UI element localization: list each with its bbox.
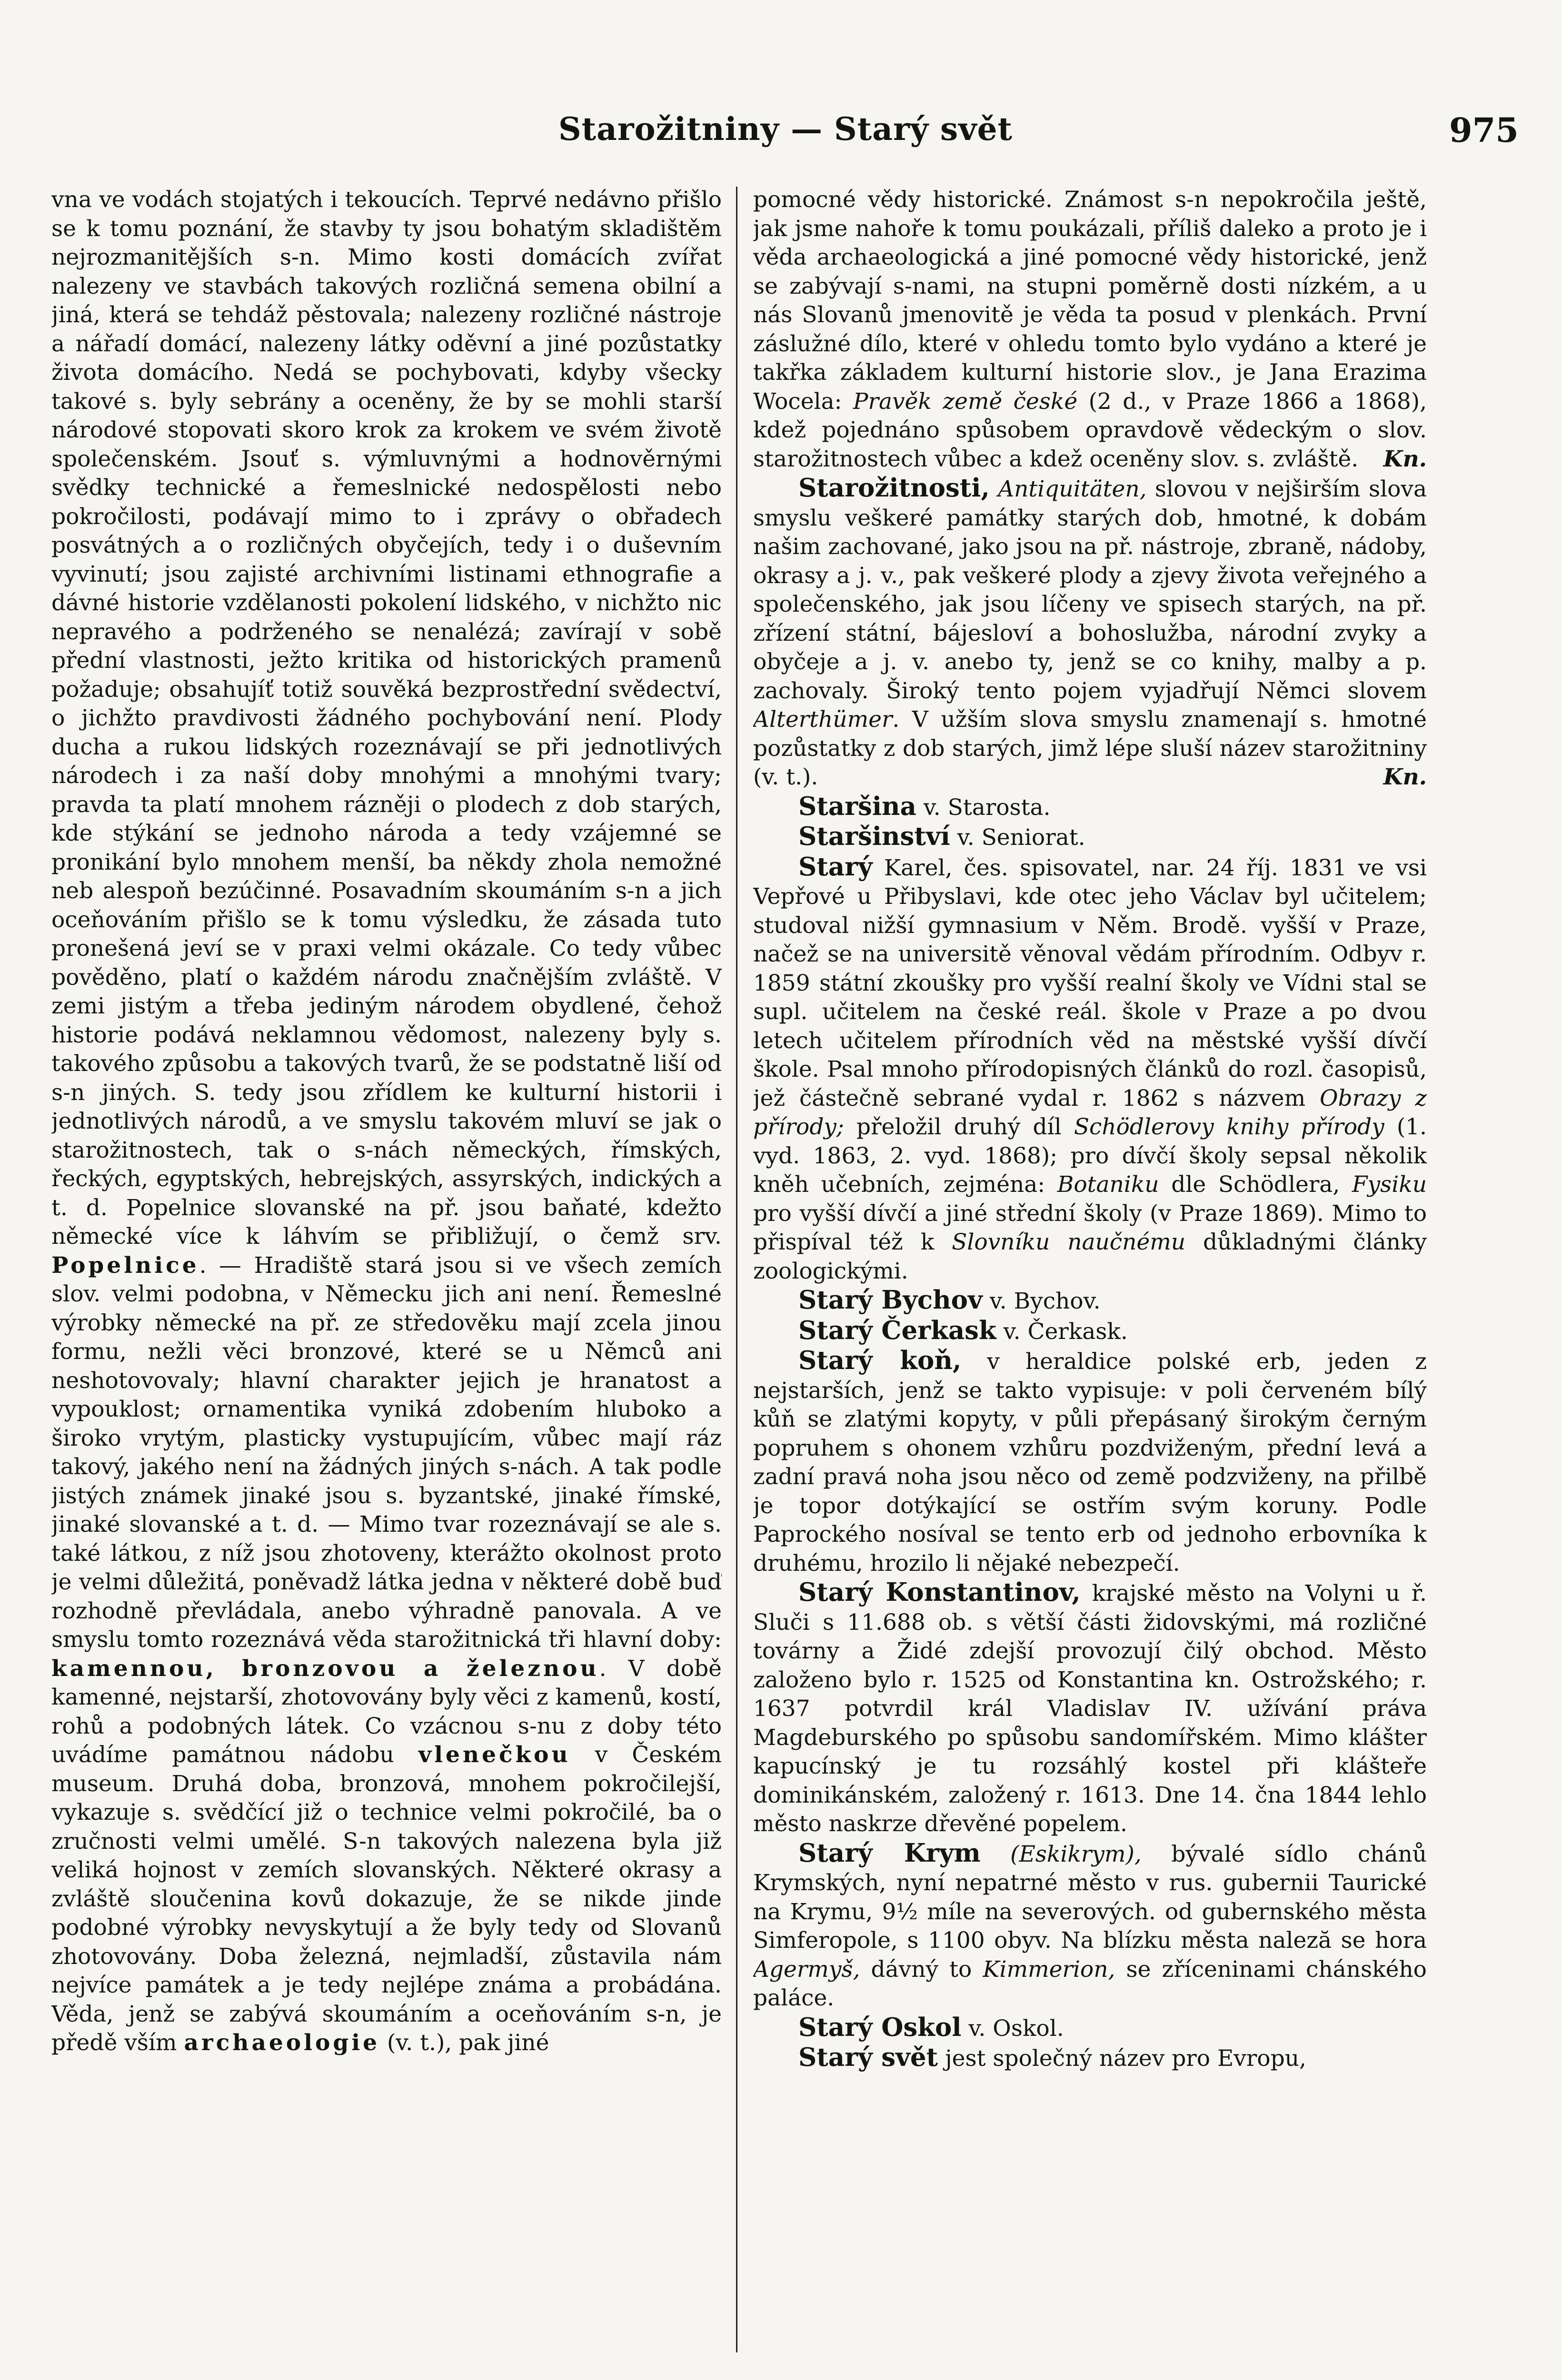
place-name: Kimmerion, bbox=[983, 1956, 1115, 1983]
cross-reference: v. Oskol. bbox=[968, 2015, 1064, 2042]
running-header bbox=[52, 110, 1519, 163]
entry-starsina bbox=[753, 792, 1427, 823]
lemma: Antiquitäten, bbox=[998, 476, 1147, 502]
headword: Starý Oskol bbox=[798, 2012, 962, 2042]
headword: Starý Konstantinov, bbox=[798, 1577, 1081, 1607]
headword: Starý koň, bbox=[798, 1346, 962, 1375]
entry-stary-svet bbox=[753, 2043, 1427, 2073]
headword: Staršinství bbox=[798, 822, 950, 851]
text-run: jest společný název pro Evropu, bbox=[945, 2045, 1306, 2072]
book-title: Pravěk země české bbox=[853, 388, 1078, 415]
text-run: (1. vyd. 1863, 2. vyd. 1868); pro dívčí školy sepsal několik kněh učebních, zejména: bbox=[753, 1114, 1427, 1198]
entry-starozitnosti bbox=[753, 474, 1427, 792]
headword: Starý Krym bbox=[798, 1838, 981, 1868]
text-run: pomocné vědy historické. Známost s-n nepokročila ještě, jak jsme nahoře k tomu poukázali, příliš daleko a proto je i věda archaeologická a jiné pomocné vědy historické, jenž se zabývají s-nami, na stupni poměrně dosti nízkém, a u nás Slovanů jmenovitě je věda ta posud v plenkách. První záslužné dílo, které v ohledu tomto bylo vydáno a které je takřka základem kulturní historie slov., je Jana Erazima Wocela: bbox=[753, 187, 1427, 415]
cross-reference: v. Bychov. bbox=[989, 1288, 1101, 1314]
cross-reference: Popelnice bbox=[51, 1252, 199, 1279]
author-signature: Kn. bbox=[1383, 446, 1427, 472]
right-column bbox=[753, 186, 1427, 2380]
headword: Starožitnosti, bbox=[798, 473, 990, 503]
text-run: dávný to bbox=[871, 1956, 972, 1983]
entry-stary-bychov bbox=[753, 1286, 1427, 1316]
text-run: . V době kamenné, nejstarší, zhotovovány byly věci z kamenů, kostí, rohů a podobných látek. Co vzácnou s-nu z doby této uvádíme památnou nádobu bbox=[51, 1655, 722, 1768]
starozitniny-continuation bbox=[51, 186, 722, 2058]
text-run: pro vyšší dívčí a jiné střední školy (v Praze 1869). Mimo to přispíval též k bbox=[753, 1200, 1427, 1255]
text-run: vna ve vodách stojatých i tekoucích. Teprvé nedávno přišlo se k tomu poznání, že stavby ty jsou bohatým skladištěm nejrozmanitějších s-n. Mimo kosti domácích zvířat nalezeny ve stavbách takových rozličná semena obilní a jiná, která se tehdáž pěstovala; nalezeny rozličné nástroje a nářadí domácí, nalezeny látky oděvní a jiné pozůstatky života domácího. Nedá se pochybovati, kdyby všecky takové s. byly sebrány a oceněny, že by se mohli starší národové stopovati skoro krok za krokem ve svém životě společenském. Jsouť s. výmluvnými a hodnověrnými svědky technické a řemeslnické nedospělosti nebo pokročilosti, podávají mimo to i zprávy o obřadech posvátných a o rozličných obyčejích, tedy i o duševním vyvinutí; jsou zajisté archivními listinami ethnografie a dávné historie vzdělanosti pokolení lidského, v nichžto nic nepravého a podrženého se nenalézá; zavírají v sobě přední vlastnosti, ježto kritika od historických pramenů požaduje; obsahujíť totiž souvěká bezprostřední svědectví, o jichžto pravdivosti žádného pochybování není. Plody ducha a rukou lidských rozeznávají se při jednotlivých národech i za naší doby mnohými a mnohými tvary; pravda ta platí mnohem rázněji o plodech z dob starých, kde stýkání se jednoho národa a tedy vzájemné se pronikání bylo mnohem menší, ba někdy zhola nemožné neb alespoň bezúčinné. Posavadním skoumáním s-n a jich oceňováním přišlo se k tomu výsledku, že zásada tuto pronešená jeví se v praxi velmi okázale. Co tedy vůbec pověděno, platí o každém národu značnějším zvláště. V zemi jistým a třeba jediným národem obydlené, čehož historie podává neklamnou vědomost, nalezeny byly s. takového způsobu a takových tvarů, že se podstatně liší od s-n jiných. S. tedy jsou zřídlem ke kulturní historii i jednotlivých národů, a ve smyslu takovém mluví se jak o starožitnostech, tak o s-nách německých, římských, řeckých, egyptských, hebrejských, assyrských, indických a t. d. Popelnice slovanské na př. jsou baňaté, kdežto německé více k láhvím se přibližují, o čemž srv. bbox=[51, 187, 722, 1250]
text-run: . — Hradiště stará jsou si ve všech zemích slov. velmi podobna, v Německu jich ani není. Řemeslné výrobky německé na př. ze středověku mají zcela jinou formu, nežli věci bronzové, které se u Němců ani neshotovovaly; hlavní charakter jejich je hranatost a vypouklost; ornamentika vyniká zdobením hluboko a široko vrytým, plasticky vystupujícím, vůbec mají ráz takový, jakého není na žádných jiných s-nách. A tak podle jistých známek jinaké jsou s. byzantské, jinaké římské, jinaké slovanské a t. d. — Mimo tvar rozeznávají se ale s. také látkou, z níž jsou zhotoveny, kterážto okolnost proto je velmi důležitá, poněvadž látka jedna v některé době buď rozhodně převládala, anebo výhradně panovala. A ve smyslu tomto rozeznává věda starožitnická tři hlavní doby: bbox=[51, 1252, 722, 1653]
entry-starsinstvi bbox=[753, 822, 1427, 853]
text-run: (v. t.), pak jiné bbox=[387, 2030, 549, 2056]
text-run: bývalé sídlo chánů Krymských, nyní nepatrné město v rus. gubernii Taurické na Krymu, 9½ míle na severových. od gubernského města Simferopole, s 1100 obyv. Na blízku města naleză se hora bbox=[753, 1841, 1427, 1954]
text-run: v heraldice polské erb, jeden z nejstarších, jenž se takto vypisuje: v poli červeném bílý kůň se zlatými kopyty, v půli přepásaný širokým černým popruhem s ohonem vzhůru pozdviženým, přední levá a zadní pravá noha jsou něco od země podzviženy, na přilbě je topor dotýkající se ostřím svým koruny. Podle Paprockého nosíval se tento erb od jednoho erbovníka k druhému, hrozilo li nějaké nebezpečí. bbox=[753, 1349, 1427, 1577]
cross-reference: v. Seniorat. bbox=[957, 824, 1085, 851]
book-title: Obrazy z přírody; bbox=[753, 1085, 1427, 1140]
book-title: Schödlerovy knihy přírody bbox=[1074, 1114, 1384, 1140]
left-column bbox=[51, 186, 722, 2380]
cross-reference: v. Starosta. bbox=[923, 794, 1051, 821]
column-divider bbox=[736, 187, 737, 2352]
text-run: přeložil druhý díl bbox=[856, 1114, 1062, 1140]
text-run: krajské město na Volyni u ř. Sluči s 11.688 ob. s větší části židovskými, má rozličné továrny a Židé zdejší provozují čilý obchod. Město založeno bylo r. 1525 od Konstantina kn. Ostrožského; r. 1637 potvrdil král Vladislav IV. užívání práva Magdeburského po spůsobu sandomířském. Mimo klášter kapucínský je tu rozsáhlý kostel při klášteře dominikánském, založený r. 1613. Dne 14. čna 1844 lehlo město naskrze dřevěné popelem. bbox=[753, 1580, 1427, 1837]
starozitniny-end bbox=[753, 186, 1427, 474]
headword: Starý Čerkask bbox=[798, 1315, 996, 1345]
entry-stary-krym bbox=[753, 1839, 1427, 2013]
emphasis: vlenečkou bbox=[418, 1742, 571, 1768]
text-run: slovou v nejširším slova smyslu veškeré památky starých dob, hmotné, k dobám našim zachované, jako jsou na př. nástroje, zbraně, nádoby, okrasy a j. v., pak veškeré plody a zjevy života veřejného a společenského, jak jsou líčeny ve spisech starých, na př. zřízení státní, bájesloví a bohoslužba, národní zvyky a obyčeje a j. v. anebo ty, jenž se co knihy, malby a p. zachovaly. Široký tento pojem vyjadřují Němci slovem bbox=[753, 476, 1427, 704]
book-title: Botaniku bbox=[1057, 1171, 1159, 1198]
headword: Starý svět bbox=[798, 2043, 938, 2072]
text-run: důkladnými články zoologickými. bbox=[753, 1229, 1427, 1284]
text-run: . V užším slova smyslu znamenají s. hmotné pozůstatky z dob starých, jimž lépe sluší název starožitniny (v. t.). bbox=[753, 706, 1427, 790]
running-title: Starožitniny — Starý svět bbox=[558, 110, 1013, 148]
page-number: 975 bbox=[1449, 110, 1519, 150]
text-run: se zříceninami chánského paláce. bbox=[753, 1956, 1427, 2011]
entry-stary-karel bbox=[753, 853, 1427, 1286]
entry-stary-konstantinov bbox=[753, 1578, 1427, 1839]
book-title: Fysiku bbox=[1352, 1171, 1427, 1198]
cross-reference: v. Čerkask. bbox=[1003, 1318, 1128, 1345]
book-title: Slovníku naučnému bbox=[952, 1229, 1186, 1255]
lemma: (Eskikrym), bbox=[1010, 1841, 1142, 1867]
text-run: (2 d., v Praze 1866 a 1868), kdež pojednáno spůsobem opravdově vědeckým o slov. starožitnostech vůbec a kdež oceněny slov. s. zvláště. bbox=[753, 388, 1427, 472]
text-run: v Českém museum. Druhá doba, bronzová, mnohem pokročilejší, vykazuje s. svědčící již o technice velmi pokročilé, ba o zručnosti velmi umělé. S-n takových nalezena byla již veliká hojnost v zemích slovanských. Některé okrasy a zvláště sloučenina kovů dokazuje, že se nikde jinde podobné výrobky nevyskytují a že byly tedy od Slovanů zhotovovány. Doba železná, nejmladší, zůstavila nám nejvíce památek a je tedy nejlépe známa a probádána. Věda, jenž se zabývá skoumáním a oceňováním s-n, je předě vším bbox=[51, 1742, 722, 2056]
headword: Starý bbox=[798, 852, 873, 882]
headword: Starý Bychov bbox=[798, 1285, 983, 1315]
text-run: dle Schödlera, bbox=[1171, 1171, 1340, 1198]
cross-reference: archaeologie bbox=[184, 2030, 380, 2056]
place-name: Agermyš, bbox=[753, 1956, 860, 1983]
entry-stary-kon bbox=[753, 1346, 1427, 1578]
headword: Staršina bbox=[798, 791, 916, 821]
foreign-word: Alterthümer bbox=[753, 706, 893, 733]
entry-stary-cerkask bbox=[753, 1316, 1427, 1347]
entry-stary-oskol bbox=[753, 2013, 1427, 2043]
emphasis: kamennou, bronzovou a železnou bbox=[51, 1655, 599, 1682]
text-run: Karel, čes. spisovatel, nar. 24 říj. 1831 ve vsi Vepřové u Přibyslavi, kde otec jeho Václav byl učitelem; studoval nižší gymnasium v Něm. Brodě. vyšší v Praze, načež se na universitě věnoval vědám přírodním. Odbyv r. 1859 státní zkoušky pro vyšší realní školy ve Vídni stal se supl. učitelem na české reál. škole v Praze a po dvou letech učitelem přírodních věd na městské vyšší dívčí škole. Psal mnoho přírodopisných článků do rozl. časopisů, jež částečně sebrané vydal r. 1862 s názvem bbox=[753, 854, 1427, 1111]
author-signature: Kn. bbox=[1383, 764, 1427, 790]
